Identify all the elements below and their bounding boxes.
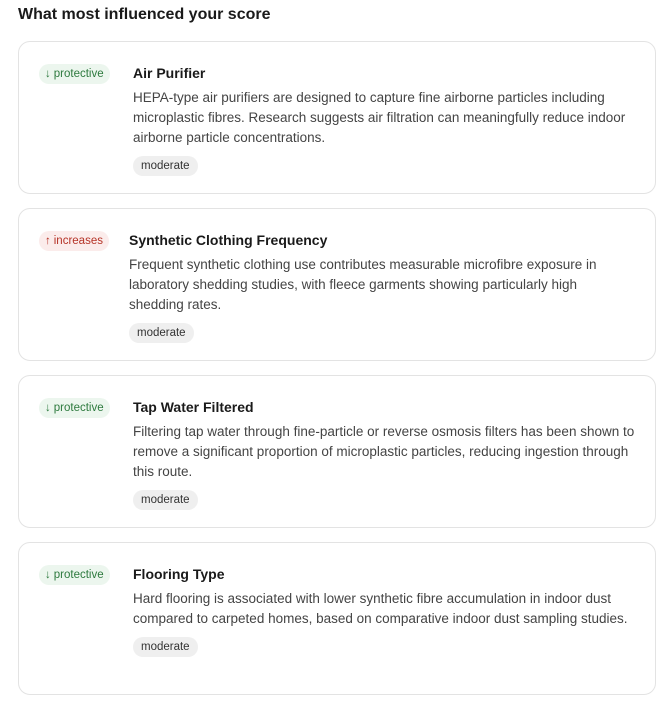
factor-card-tap-water [18, 375, 656, 528]
factor-content [133, 398, 635, 510]
factor-content [129, 231, 635, 343]
factor-content [133, 64, 635, 176]
factor-title: Synthetic Clothing Frequency [129, 232, 328, 248]
factor-card-air-purifier [18, 41, 656, 194]
strength-tag: moderate [133, 637, 198, 657]
factor-title: Air Purifier [133, 65, 206, 81]
strength-tag: moderate [133, 156, 198, 176]
factor-description: Hard flooring is associated with lower synthetic fibre accumulation in indoor dust compared to carpeted homes, based on comparative indoor dust sampling studies. [133, 591, 628, 626]
factor-description: HEPA-type air purifiers are designed to capture fine airborne particles including microplastic fibres. Research suggests air filtration can meaningfully reduce indoor airborne particle concentrations. [133, 90, 626, 145]
arrow-up-icon: ↑ [45, 235, 51, 247]
factor-description: Filtering tap water through fine-particle or reverse osmosis filters has been shown to remove a significant proportion of microplastic particles, reducing ingestion through this route. [133, 424, 635, 479]
section-heading: What most influenced your score [18, 6, 271, 23]
arrow-down-icon: ↓ [45, 569, 51, 581]
direction-badge [39, 565, 110, 585]
factor-title: Flooring Type [133, 566, 225, 582]
direction-label: protective [53, 402, 104, 414]
direction-label: protective [53, 68, 104, 80]
direction-label: increases [53, 235, 103, 247]
factor-title: Tap Water Filtered [133, 399, 254, 415]
strength-tag: moderate [129, 323, 194, 343]
direction-badge [39, 231, 109, 251]
factor-description: Frequent synthetic clothing use contributes measurable microfibre exposure in laboratory shedding studies, with fleece garments showing particularly high shedding rates. [129, 257, 597, 312]
factor-card-synthetic-clothing [18, 208, 656, 361]
direction-badge [39, 64, 110, 84]
factor-content [133, 565, 635, 657]
factor-card-flooring-type [18, 542, 656, 695]
arrow-down-icon: ↓ [45, 402, 51, 414]
arrow-down-icon: ↓ [45, 68, 51, 80]
direction-label: protective [53, 569, 104, 581]
strength-tag: moderate [133, 490, 198, 510]
direction-badge [39, 398, 110, 418]
